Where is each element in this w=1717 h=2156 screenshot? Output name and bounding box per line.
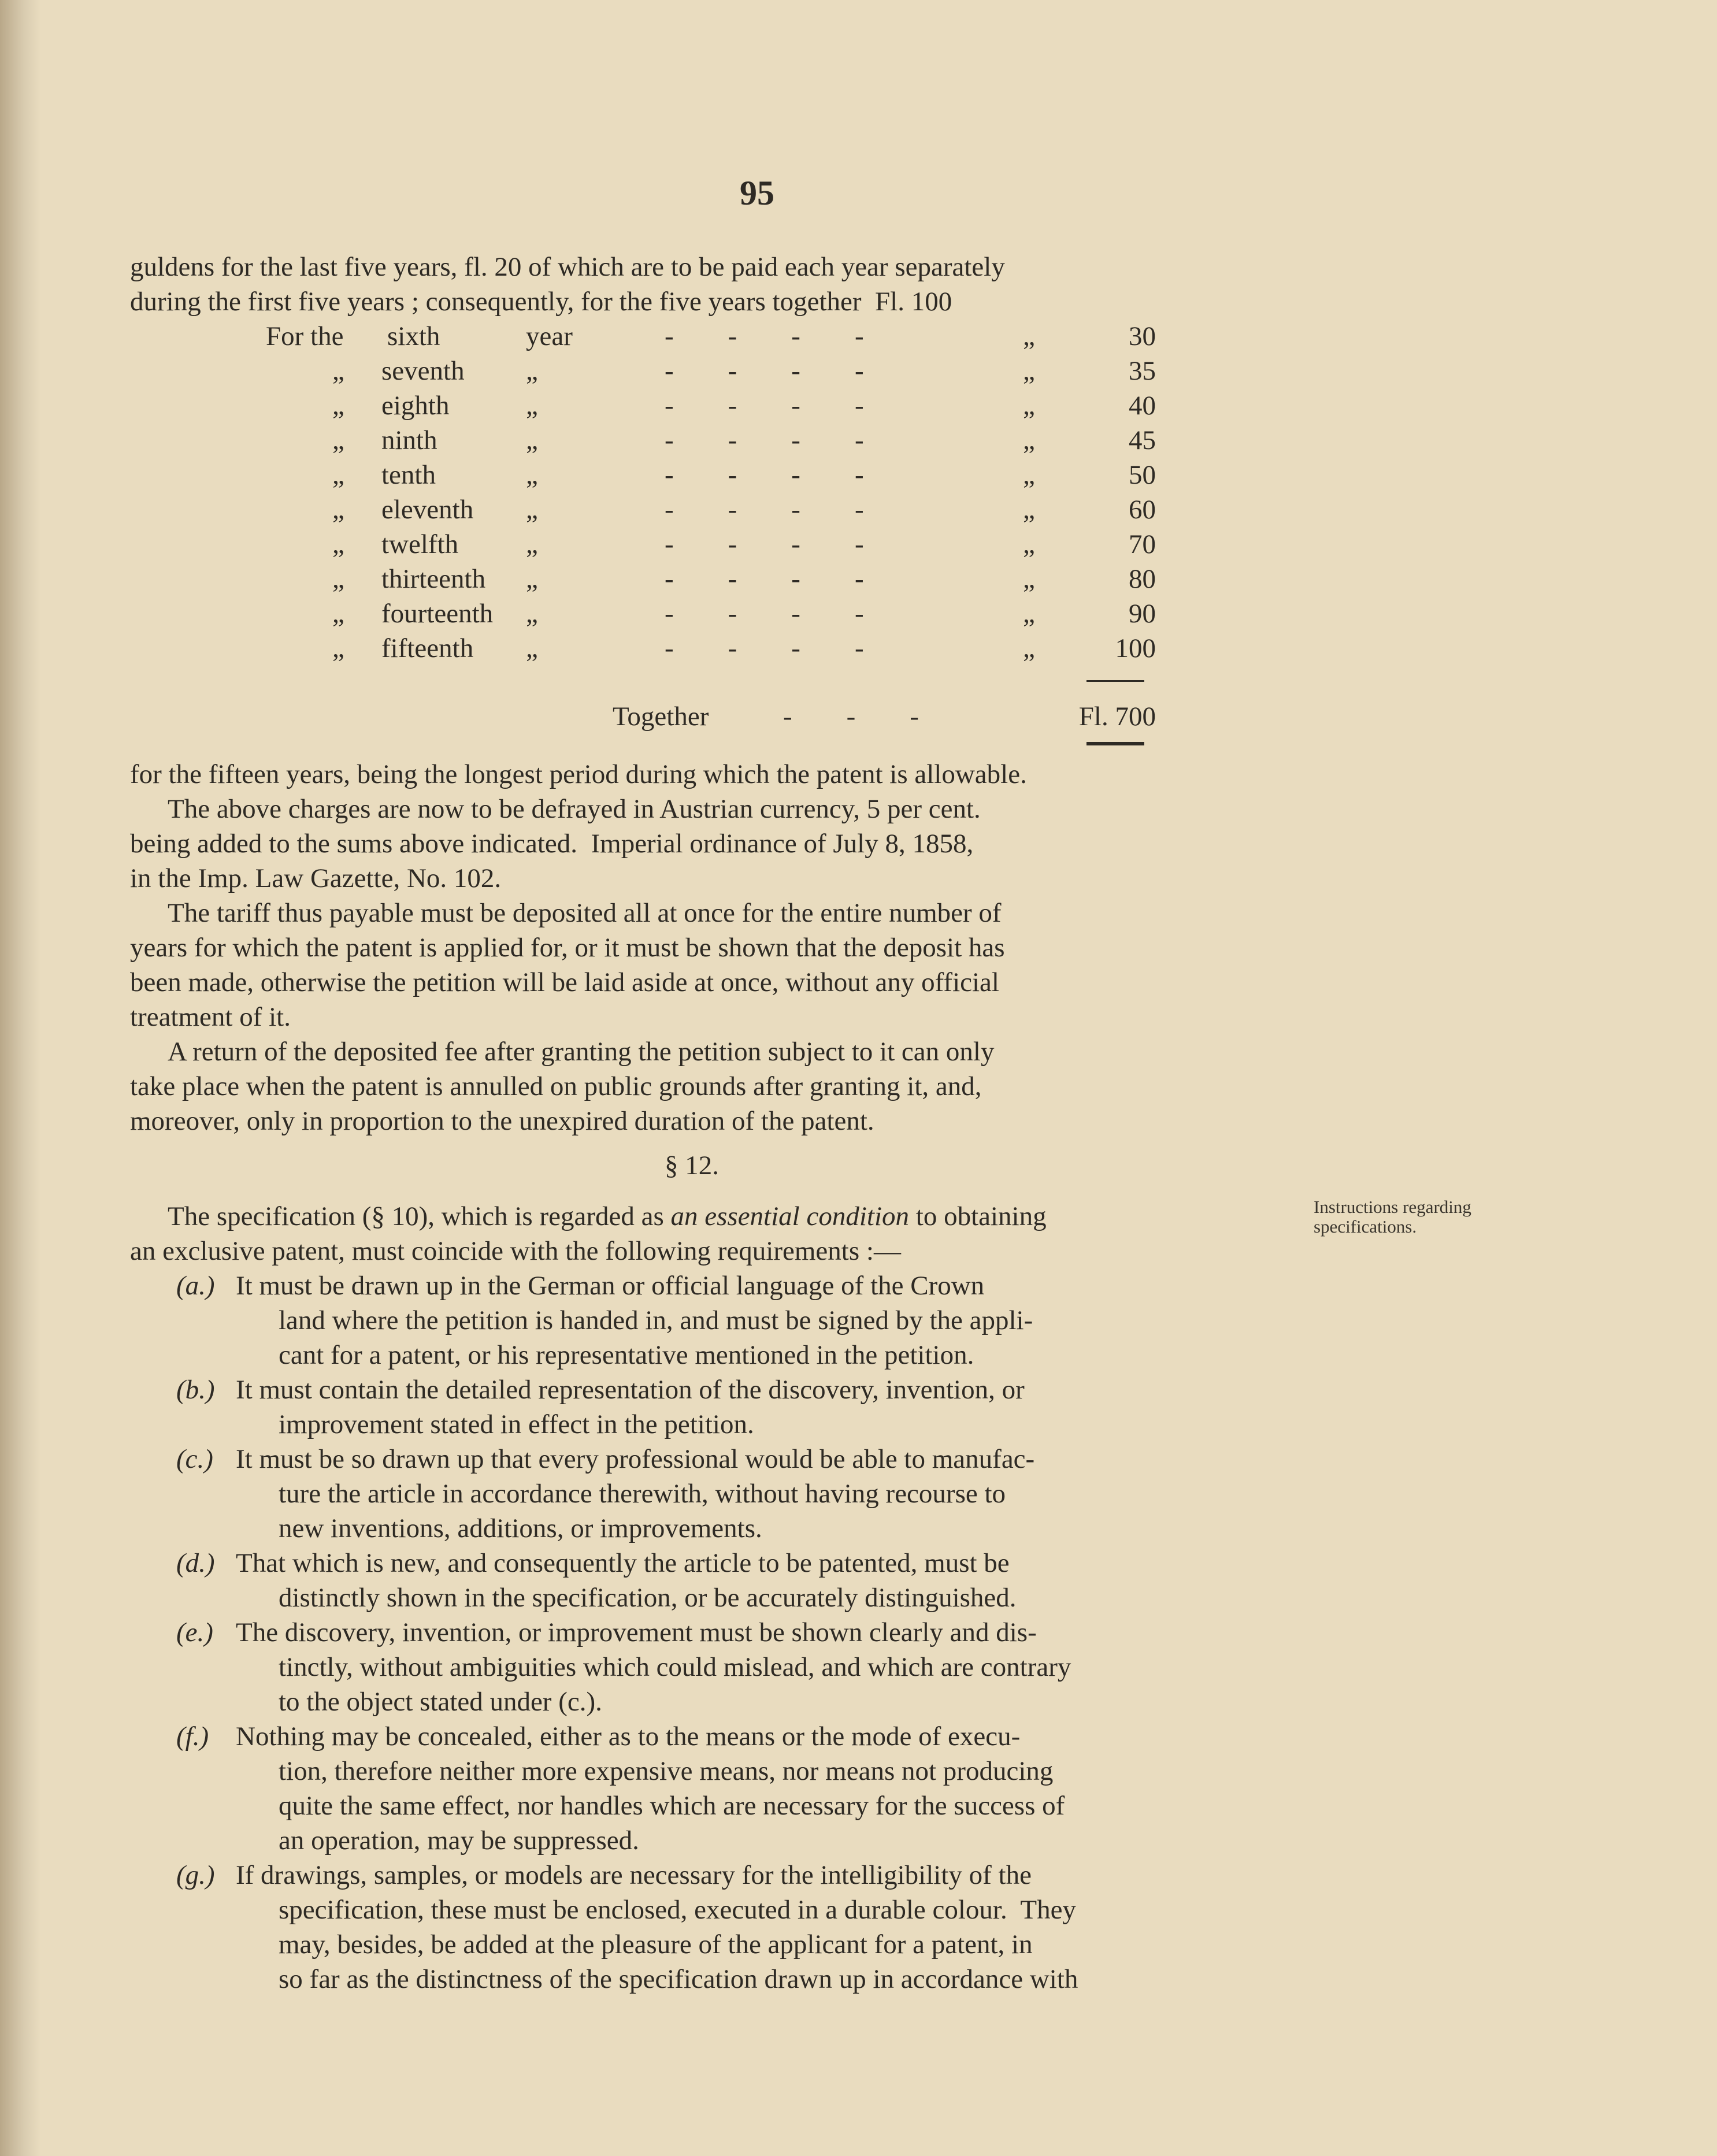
item-line: so far as the distinctness of the specification drawn up in accordance with bbox=[279, 1964, 1078, 1994]
intro-text-b: to obtaining bbox=[909, 1201, 1047, 1231]
row-unit: „ bbox=[1023, 599, 1035, 629]
paragraph-line: being added to the sums above indicated. Imperial ordinance of July 8, 1858, bbox=[130, 829, 974, 859]
section-heading: § 12. bbox=[665, 1151, 719, 1181]
row-amount: 30 bbox=[1129, 321, 1156, 351]
row-unit-word: „ bbox=[526, 495, 538, 525]
section-intro-line-1 bbox=[168, 1199, 1047, 1234]
fee-row bbox=[266, 527, 1156, 562]
row-dashes: - - - - bbox=[665, 391, 864, 421]
item-line: Nothing may be concealed, either as to the means or the mode of execu- bbox=[236, 1721, 1021, 1751]
row-unit: „ bbox=[1023, 391, 1035, 421]
row-amount: 35 bbox=[1129, 356, 1156, 386]
row-unit-word: „ bbox=[526, 425, 538, 455]
row-unit: „ bbox=[1023, 495, 1035, 525]
row-unit: „ bbox=[1023, 321, 1035, 351]
row-dashes: - - - - bbox=[665, 495, 864, 525]
item-label: (f.) bbox=[176, 1721, 209, 1751]
item-line: to the object stated under (c.). bbox=[279, 1687, 602, 1717]
row-amount: 100 bbox=[1115, 633, 1156, 663]
row-ordinal: fifteenth bbox=[381, 633, 474, 663]
row-amount: 60 bbox=[1129, 495, 1156, 525]
paragraph-line: A return of the deposited fee after granting the petition subject to it can only bbox=[168, 1037, 995, 1067]
intro-text-a: The specification (§ 10), which is regarded as bbox=[168, 1201, 671, 1231]
item-line: That which is new, and consequently the article to be patented, must be bbox=[236, 1548, 1010, 1578]
item-label: (e.) bbox=[176, 1617, 213, 1647]
row-amount: 40 bbox=[1129, 391, 1156, 421]
row-dashes: - - - - bbox=[665, 425, 864, 455]
row-ordinal: ninth bbox=[381, 425, 437, 455]
item-line: It must contain the detailed representation of the discovery, invention, or bbox=[236, 1375, 1025, 1405]
item-line: cant for a patent, or his representative mentioned in the petition. bbox=[279, 1340, 974, 1370]
page-number: 95 bbox=[740, 174, 774, 212]
row-prefix: „ bbox=[332, 391, 344, 421]
row-unit-word: „ bbox=[526, 460, 538, 490]
item-label: (g.) bbox=[176, 1860, 215, 1890]
row-unit: „ bbox=[1023, 564, 1035, 594]
item-line: It must be so drawn up that every professional would be able to manufac- bbox=[236, 1444, 1035, 1474]
paragraph-line: moreover, only in proportion to the unexpired duration of the patent. bbox=[130, 1106, 874, 1136]
item-line: new inventions, additions, or improvements. bbox=[279, 1513, 762, 1543]
item-line: quite the same effect, nor handles which are necessary for the success of bbox=[279, 1791, 1065, 1821]
item-line: The discovery, invention, or improvement must be shown clearly and dis- bbox=[236, 1617, 1037, 1647]
intro-emphasis: an essential condition bbox=[670, 1201, 910, 1231]
row-unit-word: „ bbox=[526, 633, 538, 663]
paragraph-line: take place when the patent is annulled on public grounds after granting it, and, bbox=[130, 1071, 982, 1101]
item-label: (b.) bbox=[176, 1375, 215, 1405]
fee-row bbox=[266, 319, 1156, 354]
row-unit-word: „ bbox=[526, 391, 538, 421]
item-label: (c.) bbox=[176, 1444, 213, 1474]
row-prefix: „ bbox=[332, 529, 344, 559]
row-dashes: - - - - bbox=[665, 460, 864, 490]
row-amount: 90 bbox=[1129, 599, 1156, 629]
total-dashes: - - - bbox=[783, 702, 919, 732]
total-amount: Fl. 700 bbox=[1078, 702, 1156, 732]
row-amount: 80 bbox=[1129, 564, 1156, 594]
row-dashes: - - - - bbox=[665, 321, 864, 351]
item-line: tinctly, without ambiguities which could mislead, and which are contrary bbox=[279, 1652, 1071, 1682]
item-line: improvement stated in effect in the petition. bbox=[279, 1409, 754, 1439]
row-unit: „ bbox=[1023, 460, 1035, 490]
row-prefix: „ bbox=[332, 495, 344, 525]
row-dashes: - - - - bbox=[665, 564, 864, 594]
row-ordinal: seventh bbox=[381, 356, 465, 386]
item-line: distinctly shown in the specification, or be accurately distinguished. bbox=[279, 1583, 1017, 1613]
row-ordinal: eleventh bbox=[381, 495, 474, 525]
item-line: ture the article in accordance therewith, without having recourse to bbox=[279, 1479, 1006, 1509]
row-unit: „ bbox=[1023, 633, 1035, 663]
item-label: (d.) bbox=[176, 1548, 215, 1578]
fee-row bbox=[266, 388, 1156, 423]
row-unit: „ bbox=[1023, 529, 1035, 559]
row-ordinal: eighth bbox=[381, 391, 450, 421]
row-unit-word: „ bbox=[526, 564, 538, 594]
row-prefix: „ bbox=[332, 599, 344, 629]
item-line: tion, therefore neither more expensive means, nor means not producing bbox=[279, 1756, 1054, 1786]
margin-note: Instructions regarding specifications. bbox=[1314, 1197, 1471, 1237]
paragraph-line: years for which the patent is applied for, or it must be shown that the deposit has bbox=[130, 933, 1005, 963]
row-amount: 45 bbox=[1129, 425, 1156, 455]
row-ordinal: thirteenth bbox=[381, 564, 486, 594]
fee-row bbox=[266, 458, 1156, 492]
item-line: It must be drawn up in the German or official language of the Crown bbox=[236, 1271, 985, 1301]
item-line: specification, these must be enclosed, executed in a durable colour. They bbox=[279, 1895, 1076, 1925]
fee-row bbox=[266, 354, 1156, 388]
item-line: land where the petition is handed in, and must be signed by the appli- bbox=[279, 1305, 1033, 1335]
fee-row bbox=[266, 596, 1156, 631]
row-amount: 50 bbox=[1129, 460, 1156, 490]
paragraph-line: The above charges are now to be defrayed in Austrian currency, 5 per cent. bbox=[168, 794, 981, 824]
total-row bbox=[266, 699, 1156, 734]
row-ordinal: tenth bbox=[381, 460, 436, 490]
paragraph-line: been made, otherwise the petition will be laid aside at once, without any official bbox=[130, 967, 999, 997]
row-dashes: - - - - bbox=[665, 356, 864, 386]
paragraph-line: The tariff thus payable must be deposited all at once for the entire number of bbox=[168, 898, 1002, 928]
row-ordinal: fourteenth bbox=[381, 599, 494, 629]
fee-row bbox=[266, 423, 1156, 458]
row-prefix: „ bbox=[332, 633, 344, 663]
row-unit-word: year bbox=[526, 321, 573, 351]
total-label: Together bbox=[613, 702, 709, 732]
page-gutter-shadow bbox=[0, 0, 40, 2156]
item-line: may, besides, be added at the pleasure of the applicant for a patent, in bbox=[279, 1929, 1033, 1960]
row-unit-word: „ bbox=[526, 356, 538, 386]
row-unit-word: „ bbox=[526, 529, 538, 559]
item-line: If drawings, samples, or models are necessary for the intelligibility of the bbox=[236, 1860, 1032, 1890]
row-dashes: - - - - bbox=[665, 599, 864, 629]
paragraph-line: in the Imp. Law Gazette, No. 102. bbox=[130, 863, 502, 893]
row-prefix: „ bbox=[332, 356, 344, 386]
item-label: (a.) bbox=[176, 1271, 215, 1301]
fee-row bbox=[266, 492, 1156, 527]
row-unit: „ bbox=[1023, 425, 1035, 455]
sum-rule bbox=[1086, 680, 1144, 682]
row-unit-word: „ bbox=[526, 599, 538, 629]
section-intro-line-2: an exclusive patent, must coincide with the following requirements :— bbox=[130, 1236, 901, 1266]
intro-line-1: guldens for the last five years, fl. 20 of which are to be paid each year separately bbox=[130, 252, 1005, 282]
row-unit: „ bbox=[1023, 356, 1035, 386]
paragraph-line: treatment of it. bbox=[130, 1002, 291, 1032]
fee-row bbox=[266, 631, 1156, 666]
row-prefix: „ bbox=[332, 425, 344, 455]
paragraph-line: for the fifteen years, being the longest period during which the patent is allowable. bbox=[130, 759, 1027, 789]
item-line: an operation, may be suppressed. bbox=[279, 1825, 639, 1856]
row-prefix: For the bbox=[266, 321, 344, 351]
row-dashes: - - - - bbox=[665, 529, 864, 559]
row-amount: 70 bbox=[1129, 529, 1156, 559]
fee-row bbox=[266, 562, 1156, 596]
row-ordinal: twelfth bbox=[381, 529, 459, 559]
row-prefix: „ bbox=[332, 460, 344, 490]
row-ordinal: sixth bbox=[387, 321, 440, 351]
total-double-rule bbox=[1086, 742, 1144, 745]
row-dashes: - - - - bbox=[665, 633, 864, 663]
intro-line-2: during the first five years ; consequently, for the five years together Fl. 100 bbox=[130, 287, 952, 317]
row-prefix: „ bbox=[332, 564, 344, 594]
